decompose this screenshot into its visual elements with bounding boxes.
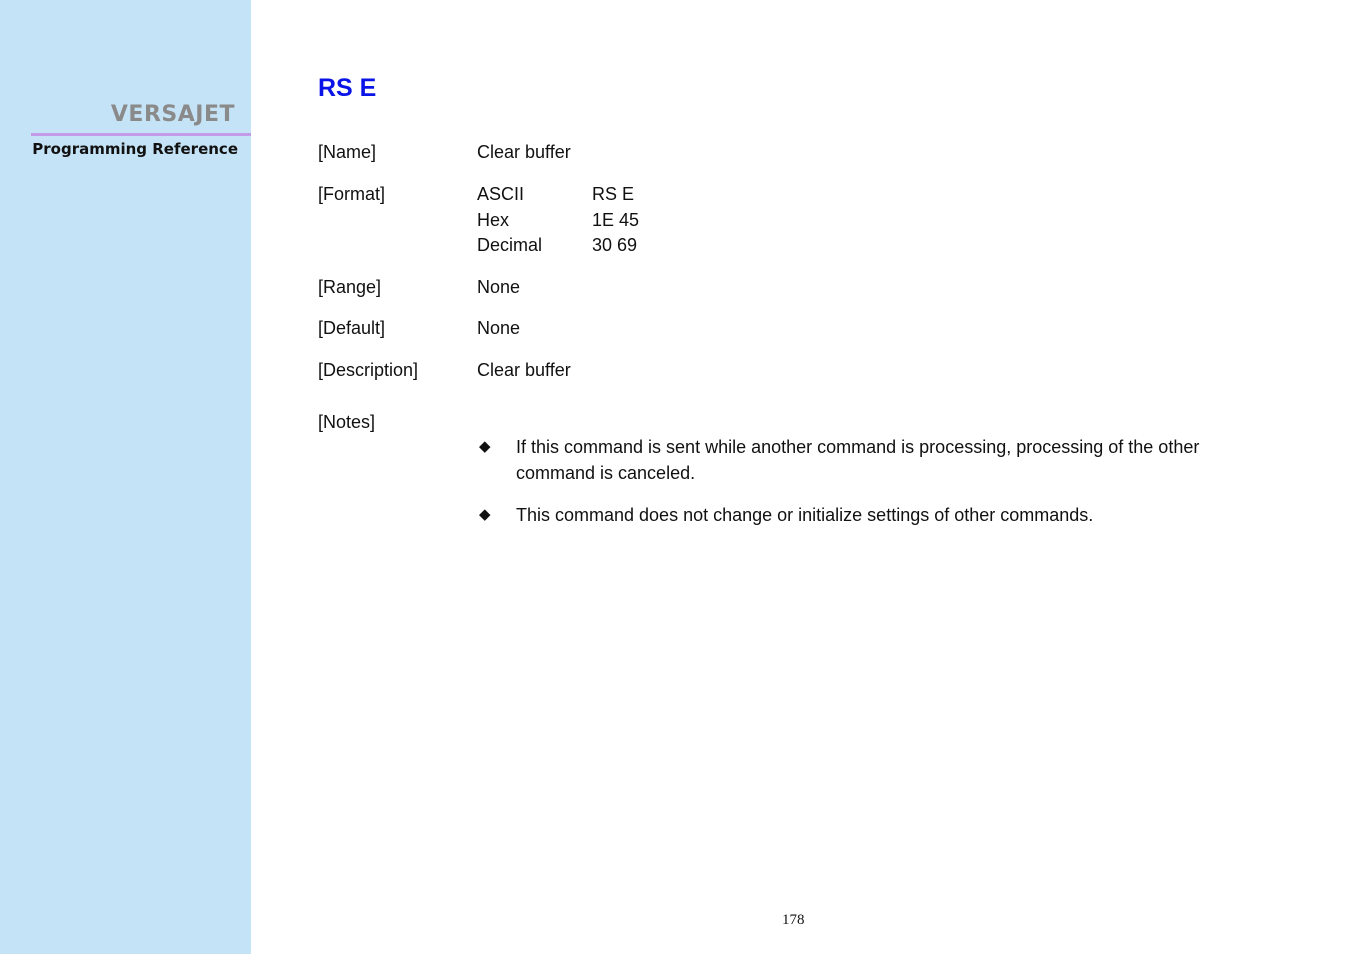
description-value: Clear buffer: [477, 360, 571, 380]
format-value-hex: 1E 45: [592, 210, 640, 230]
diamond-bullet-icon: ◆: [479, 438, 491, 455]
page-number: 178: [782, 912, 805, 928]
note-item: If this command is sent while another command is processing, processing of the other command is canceled.: [516, 437, 1200, 483]
sidebar: [0, 0, 251, 954]
range-value: None: [477, 277, 521, 297]
format-key-decimal: Decimal: [477, 235, 543, 255]
description-label: [Description]: [318, 360, 419, 380]
format-key-hex: Hex: [477, 210, 510, 230]
page-title: RS E: [318, 74, 377, 102]
name-value: Clear buffer: [477, 142, 571, 162]
format-value-decimal: 30 69: [592, 235, 638, 255]
brand-logo-text: VERSAJET: [110, 102, 235, 127]
range-label: [Range]: [318, 277, 382, 297]
default-label: [Default]: [318, 318, 386, 338]
default-value: None: [477, 318, 521, 338]
name-label: [Name]: [318, 142, 377, 162]
diamond-bullet-icon: ◆: [479, 506, 491, 523]
format-key-ascii: ASCII: [477, 184, 525, 204]
brand-divider: [31, 133, 251, 136]
format-value-ascii: RS E: [592, 184, 635, 204]
notes-label: [Notes]: [318, 412, 376, 432]
brand-subtitle: Programming Reference: [32, 140, 238, 158]
format-label: [Format]: [318, 184, 386, 204]
note-item: This command does not change or initialize settings of other commands.: [516, 505, 1094, 525]
